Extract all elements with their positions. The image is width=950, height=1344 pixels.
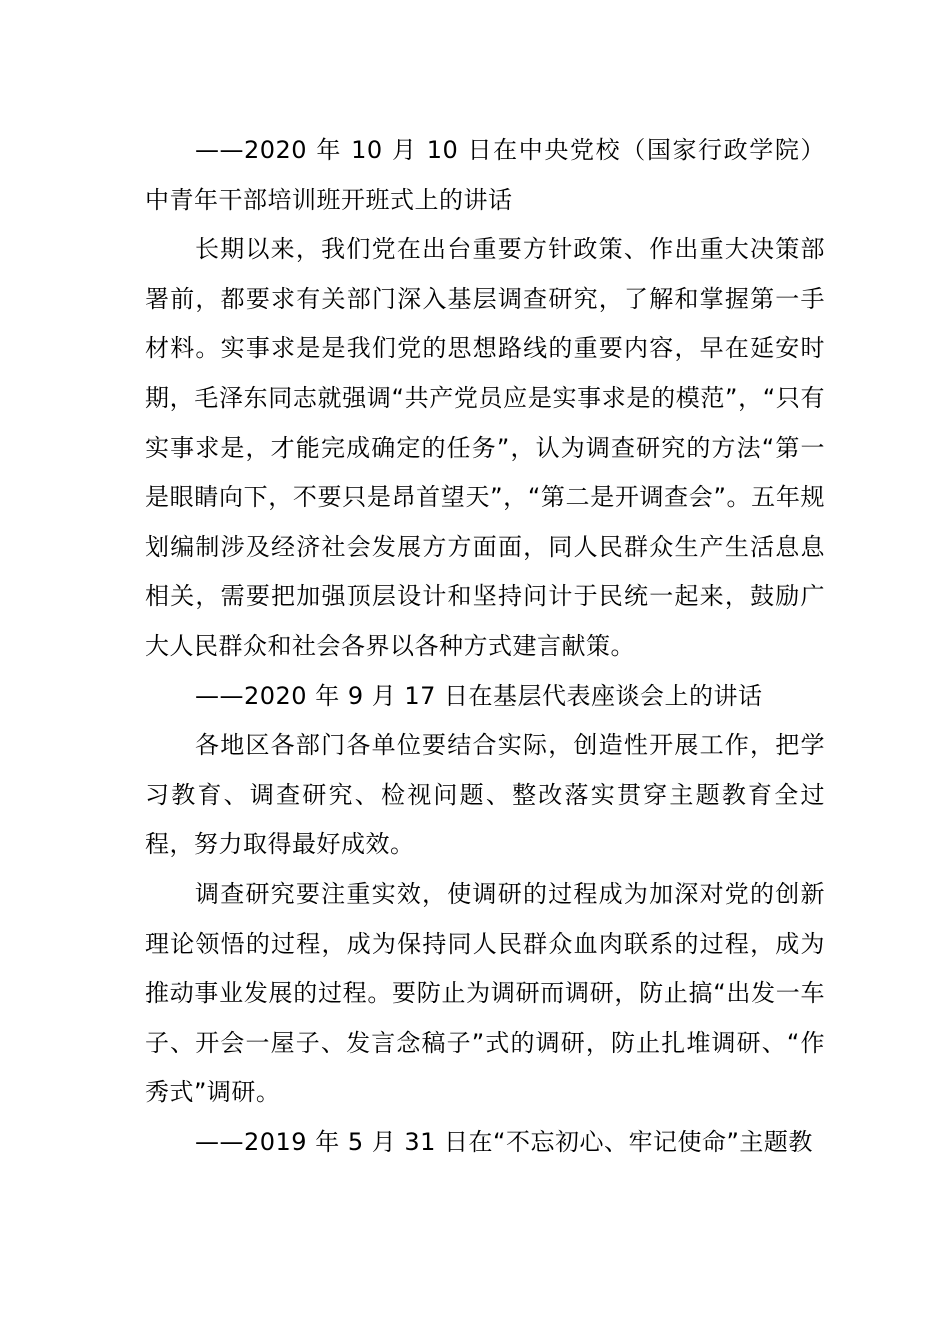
paragraph-source-2019-05-31: ——2019 年 5 月 31 日在“不忘初心、牢记使命”主题教	[195, 1127, 813, 1156]
paragraph-source-2020-09-17: ——2020 年 9 月 17 日在基层代表座谈会上的讲话	[195, 681, 763, 710]
document-body	[145, 126, 825, 1167]
paragraph-source-2020-10-10: ——2020 年 10 月 10 日在中央党校（国家行政学院）中青年干部培训班开班式上的讲话	[145, 136, 825, 214]
paragraph-research-effectiveness: 调查研究要注重实效，使调研的过程成为加深对党的创新理论领悟的过程，成为保持同人民群众血肉联系的过程，成为推动事业发展的过程。要防止为调研而调研，防止搞“出发一车子、开会一屋子、发言念稿子”式的调研，防止扎堆调研、“作秀式”调研。	[145, 879, 825, 1107]
paragraph-investigation-tradition: 长期以来，我们党在出台重要方针政策、作出重大决策部署前，都要求有关部门深入基层调查研究，了解和掌握第一手材料。实事求是是我们党的思想路线的重要内容，早在延安时期，毛泽东同志就强调“共产党员应是实事求是的模范”，“只有实事求是，才能完成确定的任务”，认为调查研究的方法“第一是眼睛向下，不要只是昂首望天”，“第二是开调查会”。五年规划编制涉及经济社会发展方方面面，同人民群众生产生活息息相关，需要把加强顶层设计和坚持问计于民统一起来，鼓励广大人民群众和社会各界以各种方式建言献策。	[145, 235, 825, 660]
paragraph-theme-education: 各地区各部门各单位要结合实际，创造性开展工作，把学习教育、调查研究、检视问题、整改落实贯穿主题教育全过程，努力取得最好成效。	[145, 731, 825, 859]
